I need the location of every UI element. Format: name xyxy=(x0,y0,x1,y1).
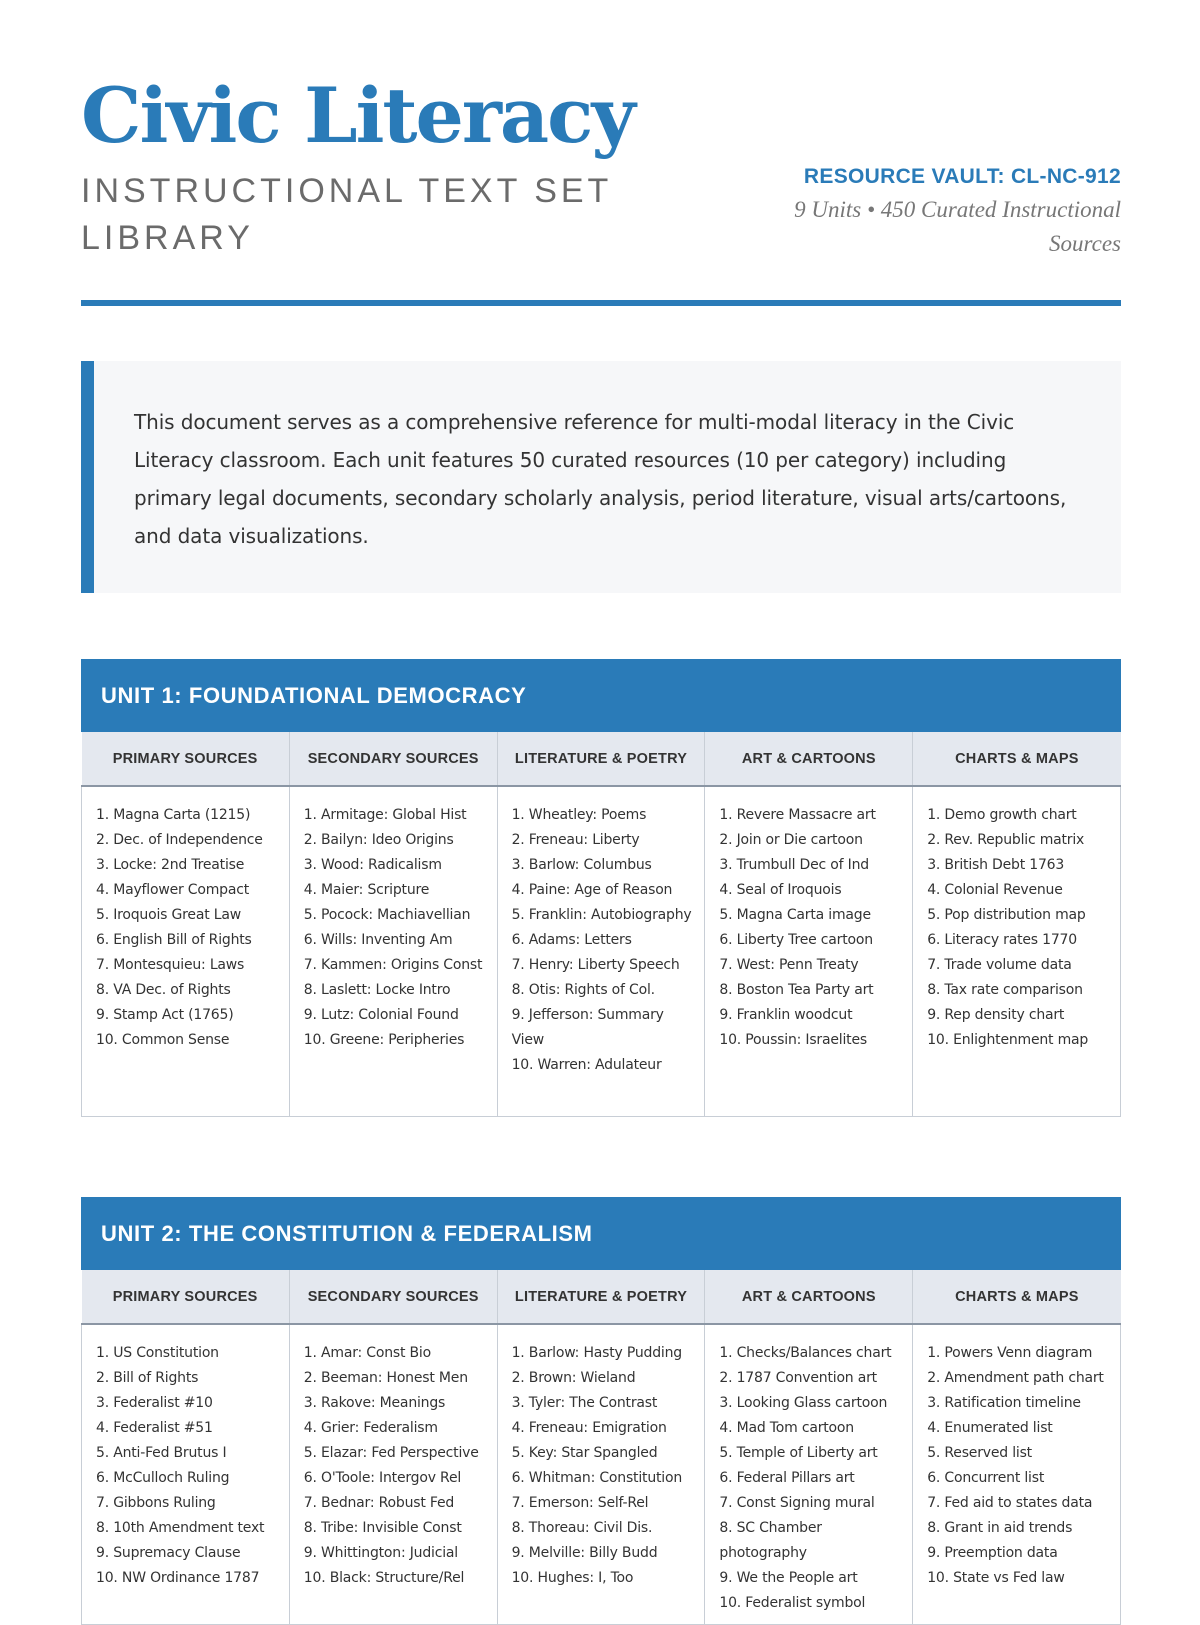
resource-cell xyxy=(705,1324,913,1624)
resource-item: 7. West: Penn Treaty xyxy=(719,957,859,973)
resource-item: 2. Brown: Wieland xyxy=(511,1370,636,1386)
resource-item: 4. Mayflower Compact xyxy=(96,882,250,898)
resource-item: 5. Franklin: Autobiography xyxy=(511,907,692,923)
resource-item: 3. Federalist #10 xyxy=(96,1395,213,1411)
resource-cell xyxy=(913,1324,1121,1624)
unit-section xyxy=(81,659,1121,1117)
document-page xyxy=(81,0,1121,1611)
resource-item: 9. Lutz: Colonial Found xyxy=(303,1007,459,1023)
resource-item: 9. Franklin woodcut xyxy=(719,1007,853,1023)
resource-item: 1. Armitage: Global Hist xyxy=(303,807,467,823)
column-header: SECONDARY SOURCES xyxy=(289,1270,497,1324)
resource-item: 9. Supremacy Clause xyxy=(96,1545,241,1561)
column-header: CHARTS & MAPS xyxy=(913,732,1121,786)
resource-item: 10. Greene: Peripheries xyxy=(303,1032,465,1048)
resource-item: 1. Wheatley: Poems xyxy=(511,807,647,823)
resource-table xyxy=(81,1270,1121,1625)
resource-item: 6. Liberty Tree cartoon xyxy=(719,932,873,948)
resource-item: 6. Adams: Letters xyxy=(511,932,632,948)
resource-item: 6. English Bill of Rights xyxy=(96,932,252,948)
resource-item: 9. We the People art xyxy=(719,1570,858,1586)
column-header: ART & CARTOONS xyxy=(705,1270,913,1324)
column-header-row xyxy=(82,1270,1121,1324)
resource-item: 9. Melville: Billy Budd xyxy=(511,1545,658,1561)
resource-item: 3. Locke: 2nd Treatise xyxy=(96,857,245,873)
resource-item: 1. Checks/Balances chart xyxy=(719,1345,892,1361)
column-header: LITERATURE & POETRY xyxy=(497,1270,705,1324)
resource-item: 6. Federal Pillars art xyxy=(719,1470,855,1486)
resource-item: 6. Concurrent list xyxy=(927,1470,1045,1486)
resource-item: 6. Whitman: Constitution xyxy=(511,1470,683,1486)
resource-item: 4. Federalist #51 xyxy=(96,1420,213,1436)
resource-item: 8. Laslett: Locke Intro xyxy=(303,982,451,998)
resource-item: 3. Trumbull Dec of Ind xyxy=(719,857,869,873)
resource-item: 5. Magna Carta image xyxy=(719,907,871,923)
resource-item: 5. Pocock: Machiavellian xyxy=(303,907,471,923)
resource-item: 10. Federalist symbol xyxy=(719,1595,866,1611)
resource-item: 6. Literacy rates 1770 xyxy=(927,932,1077,948)
resource-item: 2. Dec. of Independence xyxy=(96,832,263,848)
resource-item: 5. Key: Star Spangled xyxy=(511,1445,658,1461)
resource-item: 8. Thoreau: Civil Dis. xyxy=(511,1520,653,1536)
resource-item: 3. Rakove: Meanings xyxy=(303,1395,446,1411)
resource-item: 10. Black: Structure/Rel xyxy=(303,1570,465,1586)
resource-item: 8. VA Dec. of Rights xyxy=(96,982,231,998)
resource-item: 2. Amendment path chart xyxy=(927,1370,1104,1386)
vault-id: RESOURCE VAULT: CL-NC-912 xyxy=(803,165,1121,188)
resource-item: 9. Jefferson: Summary View xyxy=(511,1007,664,1048)
resource-item: 10. State vs Fed law xyxy=(927,1570,1065,1586)
resource-item: 4. Mad Tom cartoon xyxy=(719,1420,854,1436)
resource-item: 1. Magna Carta (1215) xyxy=(96,807,251,823)
resource-item: 3. Tyler: The Contrast xyxy=(511,1395,658,1411)
resource-item: 9. Whittington: Judicial xyxy=(303,1545,458,1561)
resource-item: 8. Boston Tea Party art xyxy=(719,982,874,998)
resource-item: 1. Barlow: Hasty Pudding xyxy=(511,1345,682,1361)
resource-item: 5. Anti-Fed Brutus I xyxy=(96,1445,227,1461)
resource-item: 3. British Debt 1763 xyxy=(927,857,1065,873)
document-header xyxy=(81,0,1121,310)
resource-item: 4. Grier: Federalism xyxy=(303,1420,438,1436)
resource-item: 6. Wills: Inventing Am xyxy=(303,932,453,948)
document-title: Civic Literacy xyxy=(81,71,634,160)
resource-item: 8. Tax rate comparison xyxy=(927,982,1083,998)
document-subtitle: INSTRUCTIONAL TEXT SET LIBRARY xyxy=(81,172,612,257)
resource-cell xyxy=(289,1324,497,1624)
resource-item: 4. Freneau: Emigration xyxy=(511,1420,667,1436)
resource-item: 7. Bednar: Robust Fed xyxy=(303,1495,455,1511)
resource-item: 2. Rev. Republic matrix xyxy=(927,832,1085,848)
column-header: ART & CARTOONS xyxy=(705,732,913,786)
resource-item: 2. Freneau: Liberty xyxy=(511,832,640,848)
resource-item: 7. Gibbons Ruling xyxy=(96,1495,216,1511)
resource-item: 5. Pop distribution map xyxy=(927,907,1086,923)
resource-item: 7. Const Signing mural xyxy=(719,1495,875,1511)
intro-text: This document serves as a comprehensive reference for multi-modal literacy in the Civic Literacy classroom. Each unit features 50 curated resources (10 per category) including primary legal documents, secondary scholarly analysis, period literature, visual arts/cartoons, and data visualizations. xyxy=(134,410,1067,548)
resource-item: 5. Iroquois Great Law xyxy=(96,907,241,923)
resource-item: 7. Fed aid to states data xyxy=(927,1495,1093,1511)
resource-item: 5. Temple of Liberty art xyxy=(719,1445,878,1461)
column-header-row xyxy=(82,732,1121,786)
resource-vault-info xyxy=(721,162,1121,261)
column-header: SECONDARY SOURCES xyxy=(289,732,497,786)
resource-item: 7. Henry: Liberty Speech xyxy=(511,957,680,973)
resource-item: 4. Maier: Scripture xyxy=(303,882,430,898)
resource-item: 10. NW Ordinance 1787 xyxy=(96,1570,260,1586)
unit-title: UNIT 1: FOUNDATIONAL DEMOCRACY xyxy=(81,659,1121,732)
resource-item: 2. Join or Die cartoon xyxy=(719,832,863,848)
resource-item: 7. Trade volume data xyxy=(927,957,1072,973)
resource-item: 6. McCulloch Ruling xyxy=(96,1470,230,1486)
resource-item: 5. Reserved list xyxy=(927,1445,1032,1461)
resource-item: 4. Enumerated list xyxy=(927,1420,1053,1436)
resource-item: 1. US Constitution xyxy=(96,1345,219,1361)
vault-meta: 9 Units • 450 Curated Instructional Sources xyxy=(794,197,1121,256)
column-header: PRIMARY SOURCES xyxy=(82,732,290,786)
column-header: CHARTS & MAPS xyxy=(913,1270,1121,1324)
resource-cell xyxy=(913,786,1121,1116)
resource-item: 10. Warren: Adulateur xyxy=(511,1057,662,1073)
resource-item: 10. Common Sense xyxy=(96,1032,230,1048)
resource-table xyxy=(81,732,1121,1117)
unit-section xyxy=(81,1197,1121,1625)
resource-item: 10. Hughes: I, Too xyxy=(511,1570,634,1586)
intro-callout xyxy=(81,361,1121,593)
resource-item: 1. Demo growth chart xyxy=(927,807,1077,823)
resource-item: 7. Montesquieu: Laws xyxy=(96,957,245,973)
resource-cell xyxy=(289,786,497,1116)
column-header: PRIMARY SOURCES xyxy=(82,1270,290,1324)
resource-item: 9. Stamp Act (1765) xyxy=(96,1007,234,1023)
resource-cell xyxy=(705,786,913,1116)
resource-item: 8. SC Chamber photography xyxy=(719,1520,822,1561)
resource-item: 3. Wood: Radicalism xyxy=(303,857,442,873)
resource-item: 1. Revere Massacre art xyxy=(719,807,876,823)
resource-item: 10. Poussin: Israelites xyxy=(719,1032,867,1048)
resource-item: 8. Tribe: Invisible Const xyxy=(303,1520,462,1536)
resource-cell xyxy=(82,786,290,1116)
resource-item: 10. Enlightenment map xyxy=(927,1032,1089,1048)
resource-item: 6. O'Toole: Intergov Rel xyxy=(303,1470,462,1486)
resource-item: 9. Preemption data xyxy=(927,1545,1058,1561)
resource-item: 8. Grant in aid trends xyxy=(927,1520,1073,1536)
column-header: LITERATURE & POETRY xyxy=(497,732,705,786)
resource-item: 2. Bailyn: Ideo Origins xyxy=(303,832,454,848)
resource-item: 5. Elazar: Fed Perspective xyxy=(303,1445,479,1461)
resource-item: 8. 10th Amendment text xyxy=(96,1520,265,1536)
resource-item: 2. Bill of Rights xyxy=(96,1370,199,1386)
resource-item: 4. Colonial Revenue xyxy=(927,882,1063,898)
resource-item: 4. Paine: Age of Reason xyxy=(511,882,673,898)
resource-item: 8. Otis: Rights of Col. xyxy=(511,982,655,998)
resource-item: 4. Seal of Iroquois xyxy=(719,882,842,898)
resource-item: 2. 1787 Convention art xyxy=(719,1370,877,1386)
resource-item: 2. Beeman: Honest Men xyxy=(303,1370,468,1386)
resource-item: 7. Kammen: Origins Const xyxy=(303,957,483,973)
resource-item: 1. Amar: Const Bio xyxy=(303,1345,431,1361)
resource-item: 1. Powers Venn diagram xyxy=(927,1345,1093,1361)
resource-item: 7. Emerson: Self-Rel xyxy=(511,1495,649,1511)
resource-cell xyxy=(497,786,705,1116)
header-divider xyxy=(81,300,1121,306)
resource-item: 3. Looking Glass cartoon xyxy=(719,1395,888,1411)
resource-item: 3. Barlow: Columbus xyxy=(511,857,652,873)
unit-title: UNIT 2: THE CONSTITUTION & FEDERALISM xyxy=(81,1197,1121,1270)
resource-item: 3. Ratification timeline xyxy=(927,1395,1081,1411)
resource-row xyxy=(82,786,1121,1116)
resource-cell xyxy=(82,1324,290,1624)
resource-item: 9. Rep density chart xyxy=(927,1007,1065,1023)
resource-row xyxy=(82,1324,1121,1624)
resource-cell xyxy=(497,1324,705,1624)
